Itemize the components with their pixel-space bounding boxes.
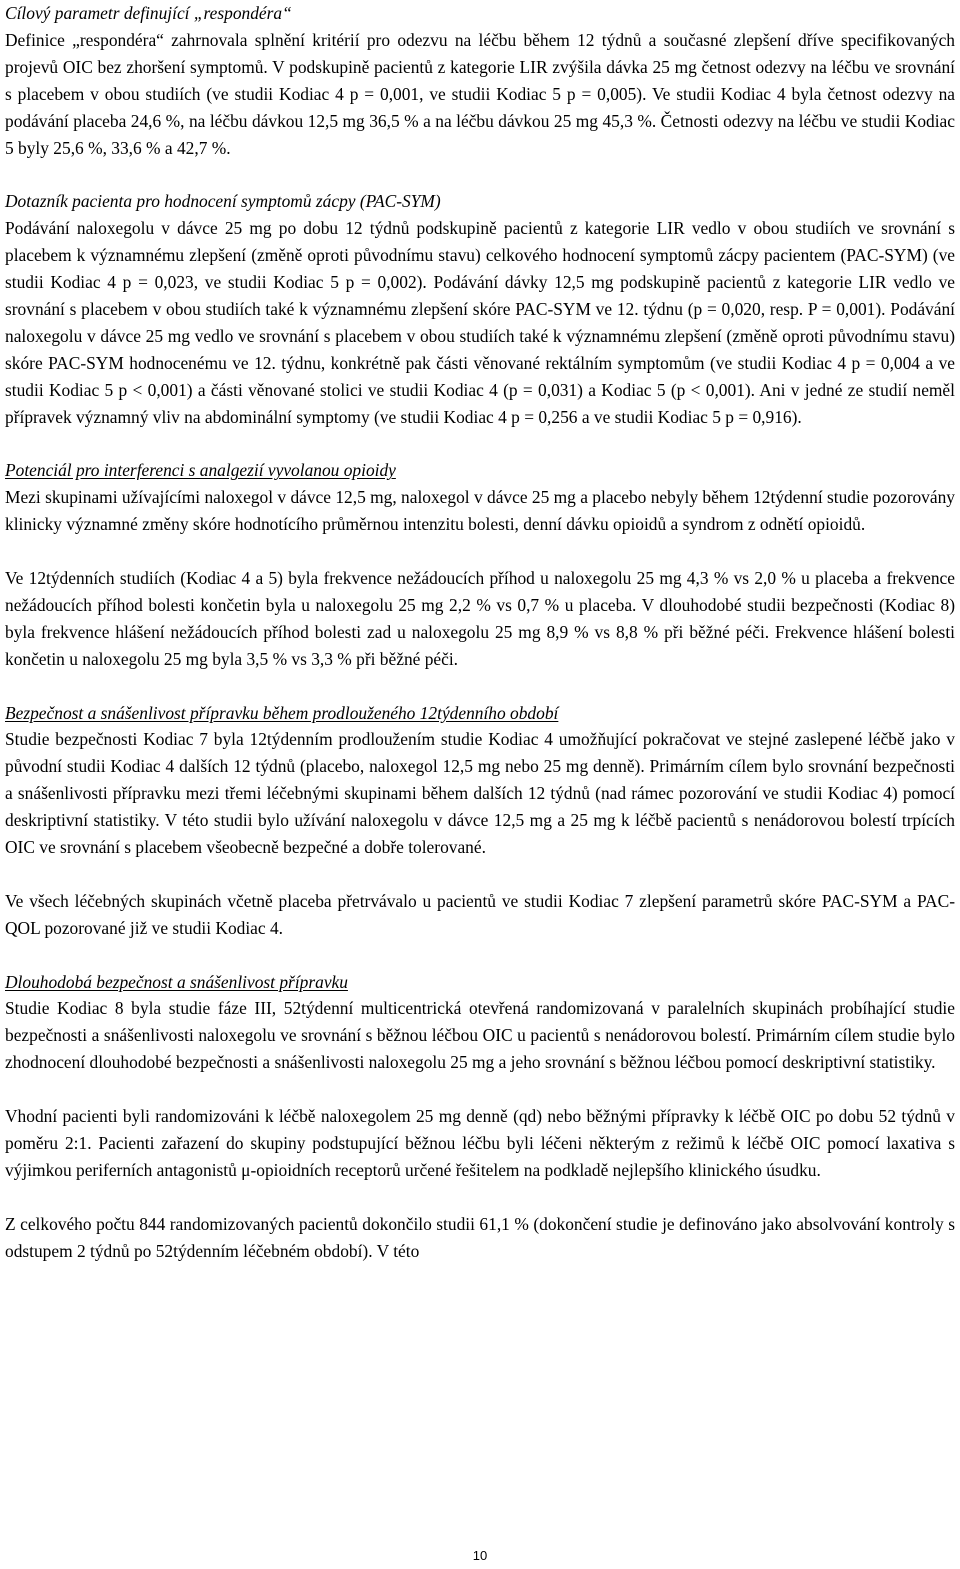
paragraph: Studie bezpečnosti Kodiac 7 byla 12týdenním prodloužením studie Kodiac 4 umožňující pokračovat ve stejné zaslepené léčbě jako v původní studii Kodiac 4 dalších 12 týdnů (placebo, naloxegol 12,5 mg nebo 25 mg denně). Primárním cílem bylo srovnání bezpečnosti a snášenlivosti přípravku mezi třemi léčebnými skupinami během dalších 12 týdnů (nad rámec pozorování ve studii Kodiac 4) pomocí deskriptivní statistiky. V této studii bylo užívání naloxegolu v dávce 12,5 mg a 25 mg k léčbě pacientů s nenádorovou bolestí trpících OIC ve srovnání s placebem všeobecně bezpečné a dobře tolerované. xyxy=(5,729,955,858)
section-heading: Bezpečnost a snášenlivost přípravku během prodlouženého 12týdenního období xyxy=(5,702,559,723)
paragraph: Studie Kodiac 8 byla studie fáze III, 52týdenní multicentrická otevřená randomizovaná v paralelních skupinách probíhající studie bezpečnosti a snášenlivosti naloxegolu ve srovnání s běžnou léčbou OIC u pacientů s nenádorovou bolestí. Primárním cílem studie bylo zhodnocení dlouhodobé bezpečnosti a snášenlivosti naloxegolu 25 mg a jeho srovnání s běžnou léčbou pomocí deskriptivní statistiky. xyxy=(5,998,955,1073)
paragraph: Ve všech léčebných skupinách včetně placeba přetrvávalo u pacientů ve studii Kodiac 7 zlepšení parametrů skóre PAC-SYM a PAC-QOL pozorované již ve studii Kodiac 4. xyxy=(5,890,955,938)
paragraph: Vhodní pacienti byli randomizováni k léčbě naloxegolem 25 mg denně (qd) nebo běžnými přípravky k léčbě OIC po dobu 52 týdnů v poměru 2:1. Pacienti zařazení do skupiny podstupující běžnou léčbu byli léčeni některým z režimů k léčbě OIC pomocí laxativa s výjimkou periferních antagonistů μ-opioidních receptorů určené řešitelem na podkladě nejlepšího klinického úsudku. xyxy=(5,1106,955,1180)
section-heading: Dotazník pacienta pro hodnocení symptomů zácpy (PAC-SYM) xyxy=(5,191,441,212)
page-number: 10 xyxy=(472,1548,488,1563)
paragraph: Ve 12týdenních studiích (Kodiac 4 a 5) byla frekvence nežádoucích příhod u naloxegolu 25 mg 4,3 % vs 2,0 % u placeba a frekvence nežádoucích příhod bolesti končetin byla u naloxegolu 25 mg 2,2 % vs 0,7 % u placeba. V dlouhodobé studii bezpečnosti (Kodiac 8) byla frekvence hlášení nežádoucích příhod bolesti zad u naloxegolu 25 mg 8,9 % vs 8,8 % při běžné péči. Frekvence hlášení bolesti končetin u naloxegolu 25 mg byla 3,5 % vs 3,3 % při běžné péči. xyxy=(5,567,955,669)
section-heading: Potenciál pro interferenci s analgezií vyvolanou opioidy xyxy=(5,460,396,481)
section-responder xyxy=(5,0,955,161)
section-pac-sym xyxy=(5,188,955,430)
section-heading: Cílový parametr definující „respondéra“ xyxy=(5,3,292,23)
section-analgesia-interference xyxy=(5,457,955,672)
paragraph: Z celkového počtu 844 randomizovaných pacientů dokončilo studii 61,1 % (dokončení studie je definováno jako absolvování kontroly s odstupem 2 týdnů po 52týdenním léčebném období). V této xyxy=(5,1213,955,1261)
paragraph: Definice „respondéra“ zahrnovala splnění kritérií pro odezvu na léčbu během 12 týdnů a současné zlepšení dříve specifikovaných projevů OIC bez zhoršení symptomů. V podskupině pacientů z kategorie LIR zvýšila dávka 25 mg četnost odezvy na léčbu ve srovnání s placebem v obou studiích (ve studii Kodiac 4 p = 0,001, ve studii Kodiac 5 p = 0,005). Ve studii Kodiac 4 byla četnost odezvy na podávání placeba 24,6 %, na léčbu dávkou 12,5 mg 36,5 % a na léčbu dávkou 25 mg 45,3 %. Četnosti odezvy na léčbu ve studii Kodiac 5 byly 25,6 %, 33,6 % a 42,7 %. xyxy=(5,29,955,158)
section-heading: Dlouhodobá bezpečnost a snášenlivost přípravku xyxy=(5,971,348,992)
paragraph: Podávání naloxegolu v dávce 25 mg po dobu 12 týdnů podskupině pacientů z kategorie LIR vedlo v obou studiích ve srovnání s placebem k významnému zlepšení (změně oproti původnímu stavu) celkového hodnocení symptomů zácpy pacientem (PAC-SYM) (ve studii Kodiac 4 p = 0,023, ve studii Kodiac 5 p = 0,002). Podávání dávky 12,5 mg podskupině pacientů z kategorie LIR vedlo ve srovnání s placebem v obou studiích také k významnému zlepšení skóre PAC-SYM ve 12. týdnu (p = 0,020, resp. P = 0,001). Podávání naloxegolu v dávce 25 mg vedlo ve srovnání s placebem v obou studiích také k významnému zlepšení (změně oproti původnímu stavu) skóre PAC-SYM hodnocenému ve 12. týdnu, konkrétně pak části věnované rektálním symptomům (ve studii Kodiac 4 p = 0,004 a ve studii Kodiac 5 p < 0,001) a části věnované stolici ve studii Kodiac 4 (p = 0,031) a Kodiac 5 (p < 0,001). Ani v jedné ze studií neměl přípravek významný vliv na abdominální symptomy (ve studii Kodiac 4 p = 0,256 a ve studii Kodiac 5 p = 0,916). xyxy=(5,218,955,427)
section-long-term-safety xyxy=(5,969,955,1265)
document-page xyxy=(5,0,955,1264)
paragraph: Mezi skupinami užívajícími naloxegol v dávce 12,5 mg, naloxegol v dávce 25 mg a placebo nebyly během 12týdenní studie pozorovány klinicky významné změny skóre hodnotícího průměrnou intenzitu bolesti, denní dávku opioidů a syndrom z odnětí opioidů. xyxy=(5,487,955,535)
section-extended-safety xyxy=(5,700,955,942)
